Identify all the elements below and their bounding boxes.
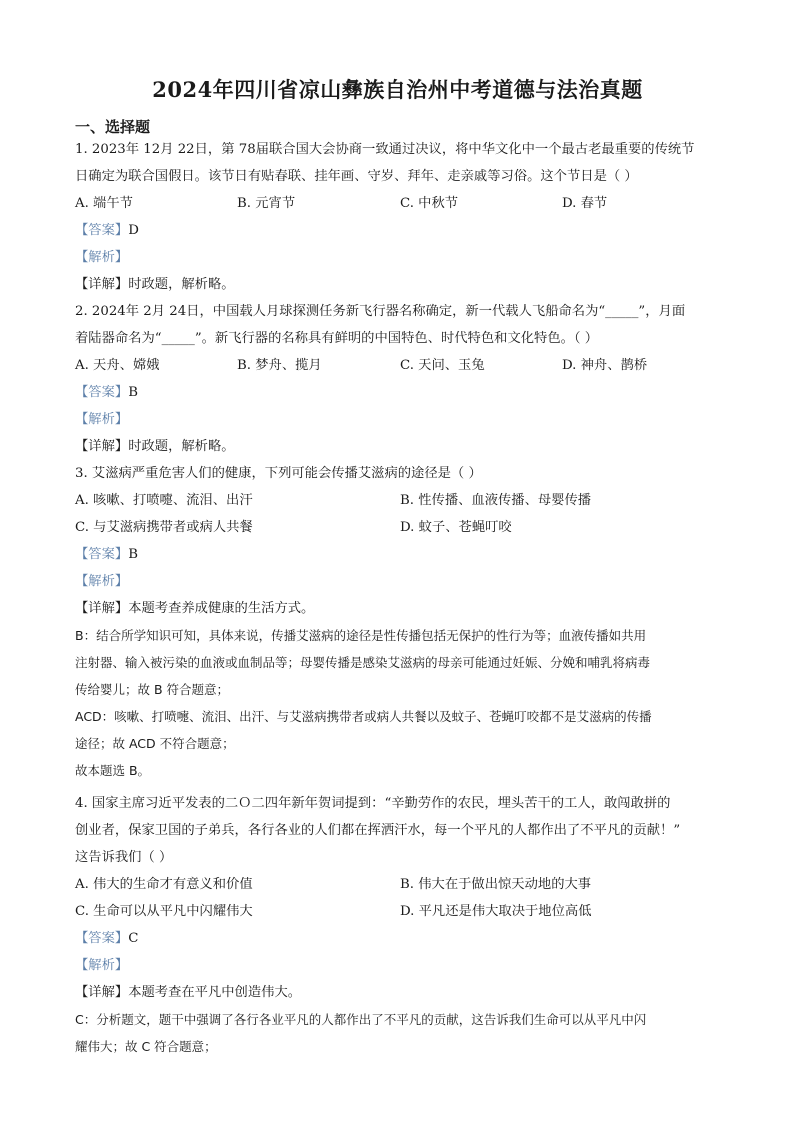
question-2-option-d: D. 神舟、鹊桥 [562,358,648,373]
question-3-detail-line-5: ACD：咳嗽、打喷嚏、流泪、出汗、与艾滋病携带者或病人共餐以及蚊子、苍蝇叮咬都不是艾滋病的传播 [75,709,652,724]
question-4-answer [75,930,138,948]
question-3-detail-line-3: 注射器、输入被污染的血液或血制品等；母婴传播是感染艾滋病的母亲可能通过妊娠、分娩和哺乳将病毒 [75,655,651,670]
detail-text: 本题考查养成健康的生活方式。 [128,601,315,616]
question-4-stem-line-1: 4. 国家主席习近平发表的二Ｏ二四年新年贺词提到：“辛勤劳作的农民，埋头苦干的工人，敢闯敢拼的 [75,796,671,811]
detail-label: 【详解】 [75,277,129,292]
question-4-option-b: B. 伟大在于做出惊天动地的大事 [400,877,592,892]
question-1-option-c: C. 中秋节 [400,196,459,211]
question-2-detail [75,438,235,456]
question-3-detail-line-7: 故本题选 B。 [75,763,151,778]
answer-value: C [128,931,139,946]
question-3-option-b: B. 性传播、血液传播、母婴传播 [400,493,592,508]
question-3-option-d: D. 蚊子、苍蝇叮咬 [400,520,512,535]
question-4-option-d: D. 平凡还是伟大取决于地位高低 [400,904,592,919]
question-1-option-a: A. 端午节 [75,196,133,211]
question-4-stem-line-2: 创业者，保家卫国的子弟兵，各行各业的人们都在挥洒汗水，每一个平凡的人都作出了不平凡的贡献！” [75,823,681,838]
question-4-detail-line-3: 耀伟大；故 C 符合题意； [75,1039,217,1054]
answer-value: B [128,547,138,562]
question-2-stem-line-1: 2. 2024年 2月 24日，中国载人月球探测任务新飞行器名称确定，新一代载人飞船命名为“_____”，月面 [75,304,686,319]
section-heading: 一、选择题 [75,118,151,136]
question-3-detail-line-6: 途径；故 ACD 不符合题意； [75,736,235,751]
question-1-stem-line-1: 1. 2023年 12月 22日，第 78届联合国大会协商一致通过决议，将中华文化中一个最古老最重要的传统节 [75,142,695,157]
answer-label: 【答案】 [75,223,129,238]
question-1-stem-line-2: 日确定为联合国假日。该节日有贴春联、挂年画、守岁、拜年、走亲戚等习俗。这个节日是（ ） [75,169,638,184]
answer-value: B [128,385,138,400]
detail-label: 【详解】 [75,439,129,454]
question-4-detail [75,984,301,1002]
answer-label: 【答案】 [75,547,129,562]
question-3-option-a: A. 咳嗽、打喷嚏、流泪、出汗 [75,493,253,508]
detail-text: 时政题，解析略。 [128,277,235,292]
question-3-analysis-label: 【解析】 [75,574,129,589]
question-1-option-d: D. 春节 [562,196,608,211]
question-2-stem-line-2: 着陆器命名为“_____”。新飞行器的名称具有鲜明的中国特色、时代特色和文化特色。（ ） [75,331,599,346]
question-2-option-c: C. 天问、玉兔 [400,358,485,373]
question-1-analysis-label: 【解析】 [75,250,129,265]
detail-label: 【详解】 [75,985,129,1000]
question-3-answer [75,546,138,564]
question-4-analysis-label: 【解析】 [75,958,129,973]
question-2-option-a: A. 天舟、嫦娥 [75,358,160,373]
question-3-detail-line-2: B：结合所学知识可知，具体来说，传播艾滋病的途径是性传播包括无保护的性行为等；血液传播如共用 [75,628,647,643]
detail-text: 时政题，解析略。 [128,439,235,454]
question-3-detail [75,600,314,618]
page-title: 2024年四川省凉山彝族自治州中考道德与法治真题 [152,77,643,102]
answer-label: 【答案】 [75,385,129,400]
question-4-stem-line-3: 这告诉我们（ ） [75,850,173,865]
answer-value: D [128,223,139,238]
question-2-option-b: B. 梦舟、揽月 [237,358,322,373]
question-3-stem-line-1: 3. 艾滋病严重危害人们的健康，下列可能会传播艾滋病的途径是（ ） [75,466,482,481]
detail-label: 【详解】 [75,601,129,616]
question-2-analysis-label: 【解析】 [75,412,129,427]
question-4-option-c: C. 生命可以从平凡中闪耀伟大 [75,904,253,919]
question-1-option-b: B. 元宵节 [237,196,296,211]
question-4-option-a: A. 伟大的生命才有意义和价值 [75,877,253,892]
detail-text: 本题考查在平凡中创造伟大。 [128,985,302,1000]
question-1-answer [75,222,139,240]
question-3-detail-line-4: 传给婴儿；故 B 符合题意； [75,682,230,697]
question-1-detail [75,276,235,294]
answer-label: 【答案】 [75,931,129,946]
question-3-option-c: C. 与艾滋病携带者或病人共餐 [75,520,253,535]
question-2-answer [75,384,138,402]
question-4-detail-line-2: C：分析题文，题干中强调了各行各业平凡的人都作出了不平凡的贡献，这告诉我们生命可以从平凡中闪 [75,1012,647,1027]
